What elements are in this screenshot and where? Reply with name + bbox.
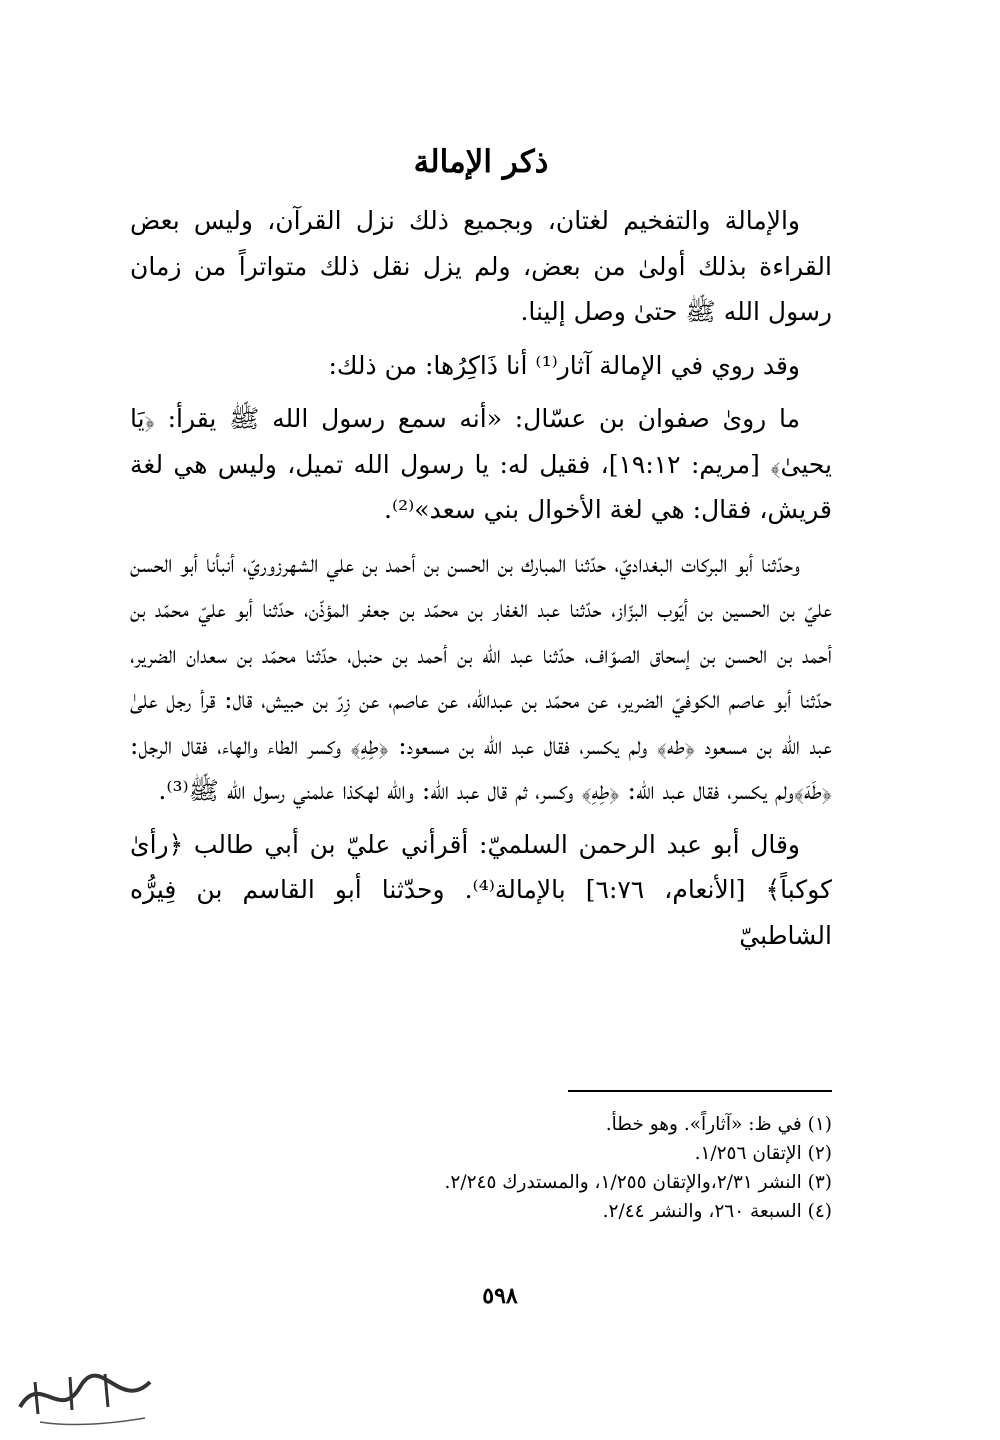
footnote-3: (٣) النشر ٢/٣١،والإتقان ١/٢٥٥، والمستدرك ٢/٢٤٥. [444,1172,832,1193]
paragraph-3: ما روىٰ صفوان بن عسّال: «أنه سمع رسول الله ﷺ يقرأ: ﴿يَا يحيىٰ﴾ [مريم: ١٩:١٢]، فقيل له: يا رسول الله تميل، وليس هي لغة قريش، فقال: هي لغة الأخوال بني سعد»⁽²⁾. [130,404,832,524]
footnote-1: (١) في ظ: «آثاراً». وهو خطأ. [605,1114,832,1135]
page-number: ٥٩٨ [482,1283,518,1309]
footnotes [200,1110,832,1226]
footnote-2: (٢) الإتقان ١/٢٥٦. [694,1143,832,1164]
footnote-divider [568,1090,832,1092]
publisher-stamp-logo [10,1352,160,1440]
stamp-calligraphy-icon [10,1352,160,1432]
paragraph-2: وقد روي في الإمالة آثار⁽¹⁾ أنا ذَاكِرُها: من ذلك: [328,350,800,380]
paragraph-1: والإمالة والتفخيم لغتان، وبجميع ذلك نزل القرآن، وليس بعض القراءة بذلك أولىٰ من بعض، ولم يزل نقل ذلك متواتراً من زمان رسول الله ﷺ حتىٰ وصل إلينا. [130,206,832,326]
footnote-4: (٤) السبعة ٢٦٠، والنشر ٢/٤٤. [602,1201,832,1222]
paragraph-5: وقال أبو عبد الرحمن السلميّ: أقرأني عليّ بن أبي طالب ﴿رأىٰ كوكباً﴾ [الأنعام، ٦:٧٦] بالإمالة⁽⁴⁾. وحدّثنا أبو القاسم بن فِيرُّه الشاطبيّ [130,829,833,950]
section-title: ذكر الإمالة [413,144,549,180]
paragraph-4: وحدّثنا أبو البركات البغداديّ، حدّثنا المبارك بن الحسن بن أحمد بن علي الشهرزوريّ، أنبأنا أبو الحسن عليّ بن الحسين بن أيّوب البزّاز، حدّثنا عبد الغفار بن محمّد بن جعفر المؤذّن، حدّثنا أبو عليّ محمّد بن أحمد بن الحسن بن إسحاق الصوّاف، حدّثنا عبد الله بن أحمد بن حنبل، حدّثنا محمّد بن سعدان الضرير، حدّثنا أبو عاصم الكوفيّ الضرير، عن محمّد بن عبدالله، عن عاصم، عن زِرّ بن حبيش، قال: قرأ رجل علىٰ عبد الله بن مسعود ﴿طه﴾ ولم يكسر، فقال عبد الله بن مسعود: ﴿طِهِ﴾ وكسر الطاء والهاء، فقال الرجل: ﴿طَهَ﴾ولم يكسر، فقال عبد الله: ﴿طِهِ﴾ وكسر، ثم قال عبد الله: والله لهكذا علمني رسول الله ﷺ⁽³⁾. [130,548,832,805]
page-body [130,140,832,966]
